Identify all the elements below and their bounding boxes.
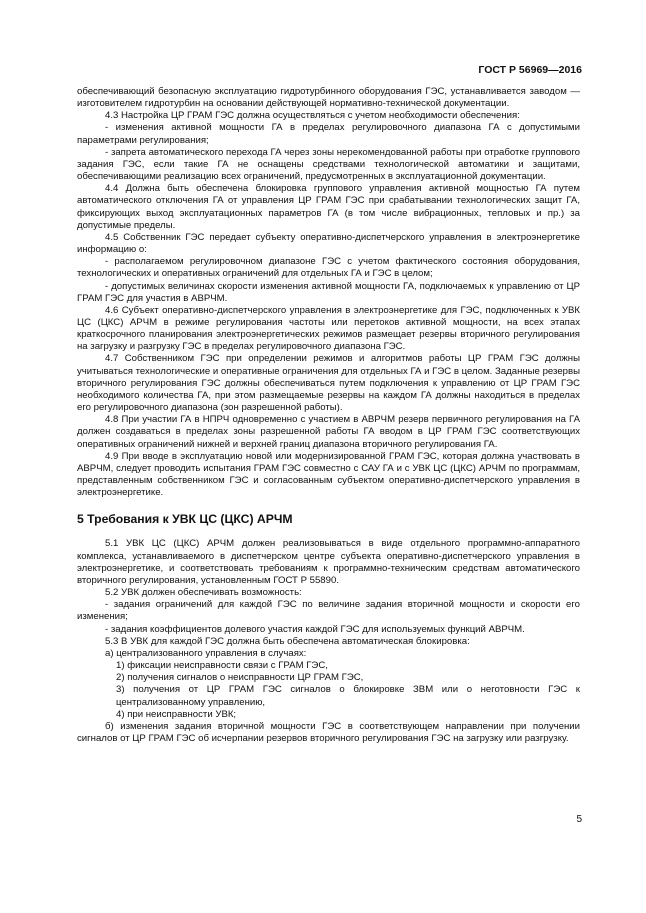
- sub-list-item: 4) при неисправности УВК;: [116, 708, 237, 720]
- document-body: [77, 86, 580, 745]
- list-item: б) изменения задания вторичной мощности ГЭС в соответствующем направлении при получении сигналов от ЦР ГРАМ ГЭС об исчерпании резервов вторичного регулирования ГЭС на загрузку или разгрузку.: [77, 720, 580, 744]
- paragraph: 5.2 УВК должен обеспечивать возможность:: [105, 587, 302, 599]
- paragraph: обеспечивающий безопасную эксплуатацию гидротурбинного оборудования ГЭС, устанавливается заводом — изготовителем гидротурбин на основании действующей нормативно-технической документации.: [77, 86, 580, 110]
- list-item: - задания ограничений для каждой ГЭС по величине задания вторичной мощности и скорости его изменения;: [77, 599, 580, 623]
- page-number: 5: [576, 814, 582, 825]
- paragraph: 4.7 Собственником ГЭС при определении режимов и алгоритмов работы ЦР ГРАМ ГЭС должны учитываться технологические и оперативные ограничения для отдельных ГА и ГЭС в целом. Заданные резервы вторичного регулирования ГЭС должны обеспечиваться путем подключения к управлению от ЦР ГРАМ ГЭС необходимого количества ГА, при этом размещаемые резервы на каждом ГА должны находиться в пределах его регулировочного диапазона (зон разрешенной работы).: [77, 353, 580, 414]
- paragraph: 4.5 Собственник ГЭС передает субъекту оперативно-диспетчерского управления в электроэнергетике информацию о:: [77, 231, 580, 256]
- sub-list-item: 1) фиксации неисправности связи с ГРАМ ГЭС,: [116, 660, 328, 672]
- paragraph: 4.3 Настройка ЦР ГРАМ ГЭС должна осуществляться с учетом необходимости обеспечения:: [105, 110, 520, 122]
- paragraph: 5.1 УВК ЦС (ЦКС) АРЧМ должен реализовываться в виде отдельного программно-аппаратного комплекса, устанавливаемого в диспетчерском центре субъекта оперативно-диспетчерского управления в электроэнергетике, и соответствовать требованиям к программно-техническим средствам автоматического вторичного регулирования, установленным ГОСТ Р 55890.: [77, 538, 580, 586]
- paragraph: 4.8 При участии ГА в НПРЧ одновременно с участием в АВРЧМ резерв первичного регулирования на ГА должен создаваться в пределах зоны разрешенной работы ГА вводом в ЦР ГРАМ ГЭС соответствующих оперативных ограничений нижней и верхней границ диапазона вторичного регулирования ГА.: [77, 414, 580, 450]
- paragraph: 4.4 Должна быть обеспечена блокировка группового управления активной мощностью ГА путем автоматического отключения ГА от управления ЦР ГРАМ ГЭС при срабатывании технологических защит ГА, фиксирующих выход эксплуатационных параметров ГА (в том числе вибрационных, тепловых и пр.) за допустимые пределы.: [77, 183, 580, 231]
- paragraph: 5.3 В УВК для каждой ГЭС должна быть обеспечена автоматическая блокировка:: [105, 635, 470, 647]
- sub-list-item: 3) получения от ЦР ГРАМ ГЭС сигналов о блокировке ЗВМ или о неготовности ГЭС к централизованному управлению,: [116, 684, 580, 708]
- section-heading: 5 Требования к УВК ЦС (ЦКС) АРЧМ: [77, 512, 293, 527]
- sub-list-item: 2) получения сигналов о неисправности ЦР ГРАМ ГЭС,: [116, 672, 364, 684]
- list-item: - допустимых величинах скорости изменения активной мощности ГА, подключаемых к управлению от ЦР ГРАМ ГЭС для участия в АВРЧМ.: [77, 280, 580, 304]
- paragraph: 4.6 Субъект оперативно-диспетчерского управления в электроэнергетике для ГЭС, подключенных к УВК ЦС (ЦКС) АРЧМ в режиме регулирования частоты или перетоков активной мощности, на всех этапах краткосрочного планирования электроэнергетических режимов размещает резервы вторичного регулирования на загрузку и разгрузку ГЭС в пределах регулировочного диапазона ГЭС.: [77, 304, 580, 353]
- list-item: - запрета автоматического перехода ГА через зоны нерекомендованной работы при отработке группового задания ГЭС, если такие ГА не оснащены средствами технологической автоматики и защитами, обеспечивающими реализацию всех ограничений, предусмотренных в эксплуатационной документации.: [77, 146, 580, 183]
- list-item: - задания коэффициентов долевого участия каждой ГЭС для используемых функций АВРЧМ.: [105, 623, 525, 635]
- paragraph: 4.9 При вводе в эксплуатацию новой или модернизированной ГРАМ ГЭС, которая должна участвовать в АВРЧМ, следует проводить испытания ГРАМ ГЭС совместно с САУ ГА и с УВК ЦС (ЦКС) АРЧМ по программам, представленным собственником ГЭС и согласованным субъектом оперативно-диспетчерского управления в электроэнергетике.: [77, 450, 580, 499]
- list-item: - располагаемом регулировочном диапазоне ГЭС с учетом фактического состояния оборудования, технологических и оперативных ограничений для отдельных ГА и ГЭС в целом;: [77, 256, 580, 280]
- standard-header: ГОСТ Р 56969—2016: [478, 64, 582, 76]
- list-item: а) централизованного управления в случаях:: [105, 647, 307, 659]
- list-item: - изменения активной мощности ГА в пределах регулировочного диапазона ГА с допустимыми параметрами регулирования;: [77, 122, 580, 146]
